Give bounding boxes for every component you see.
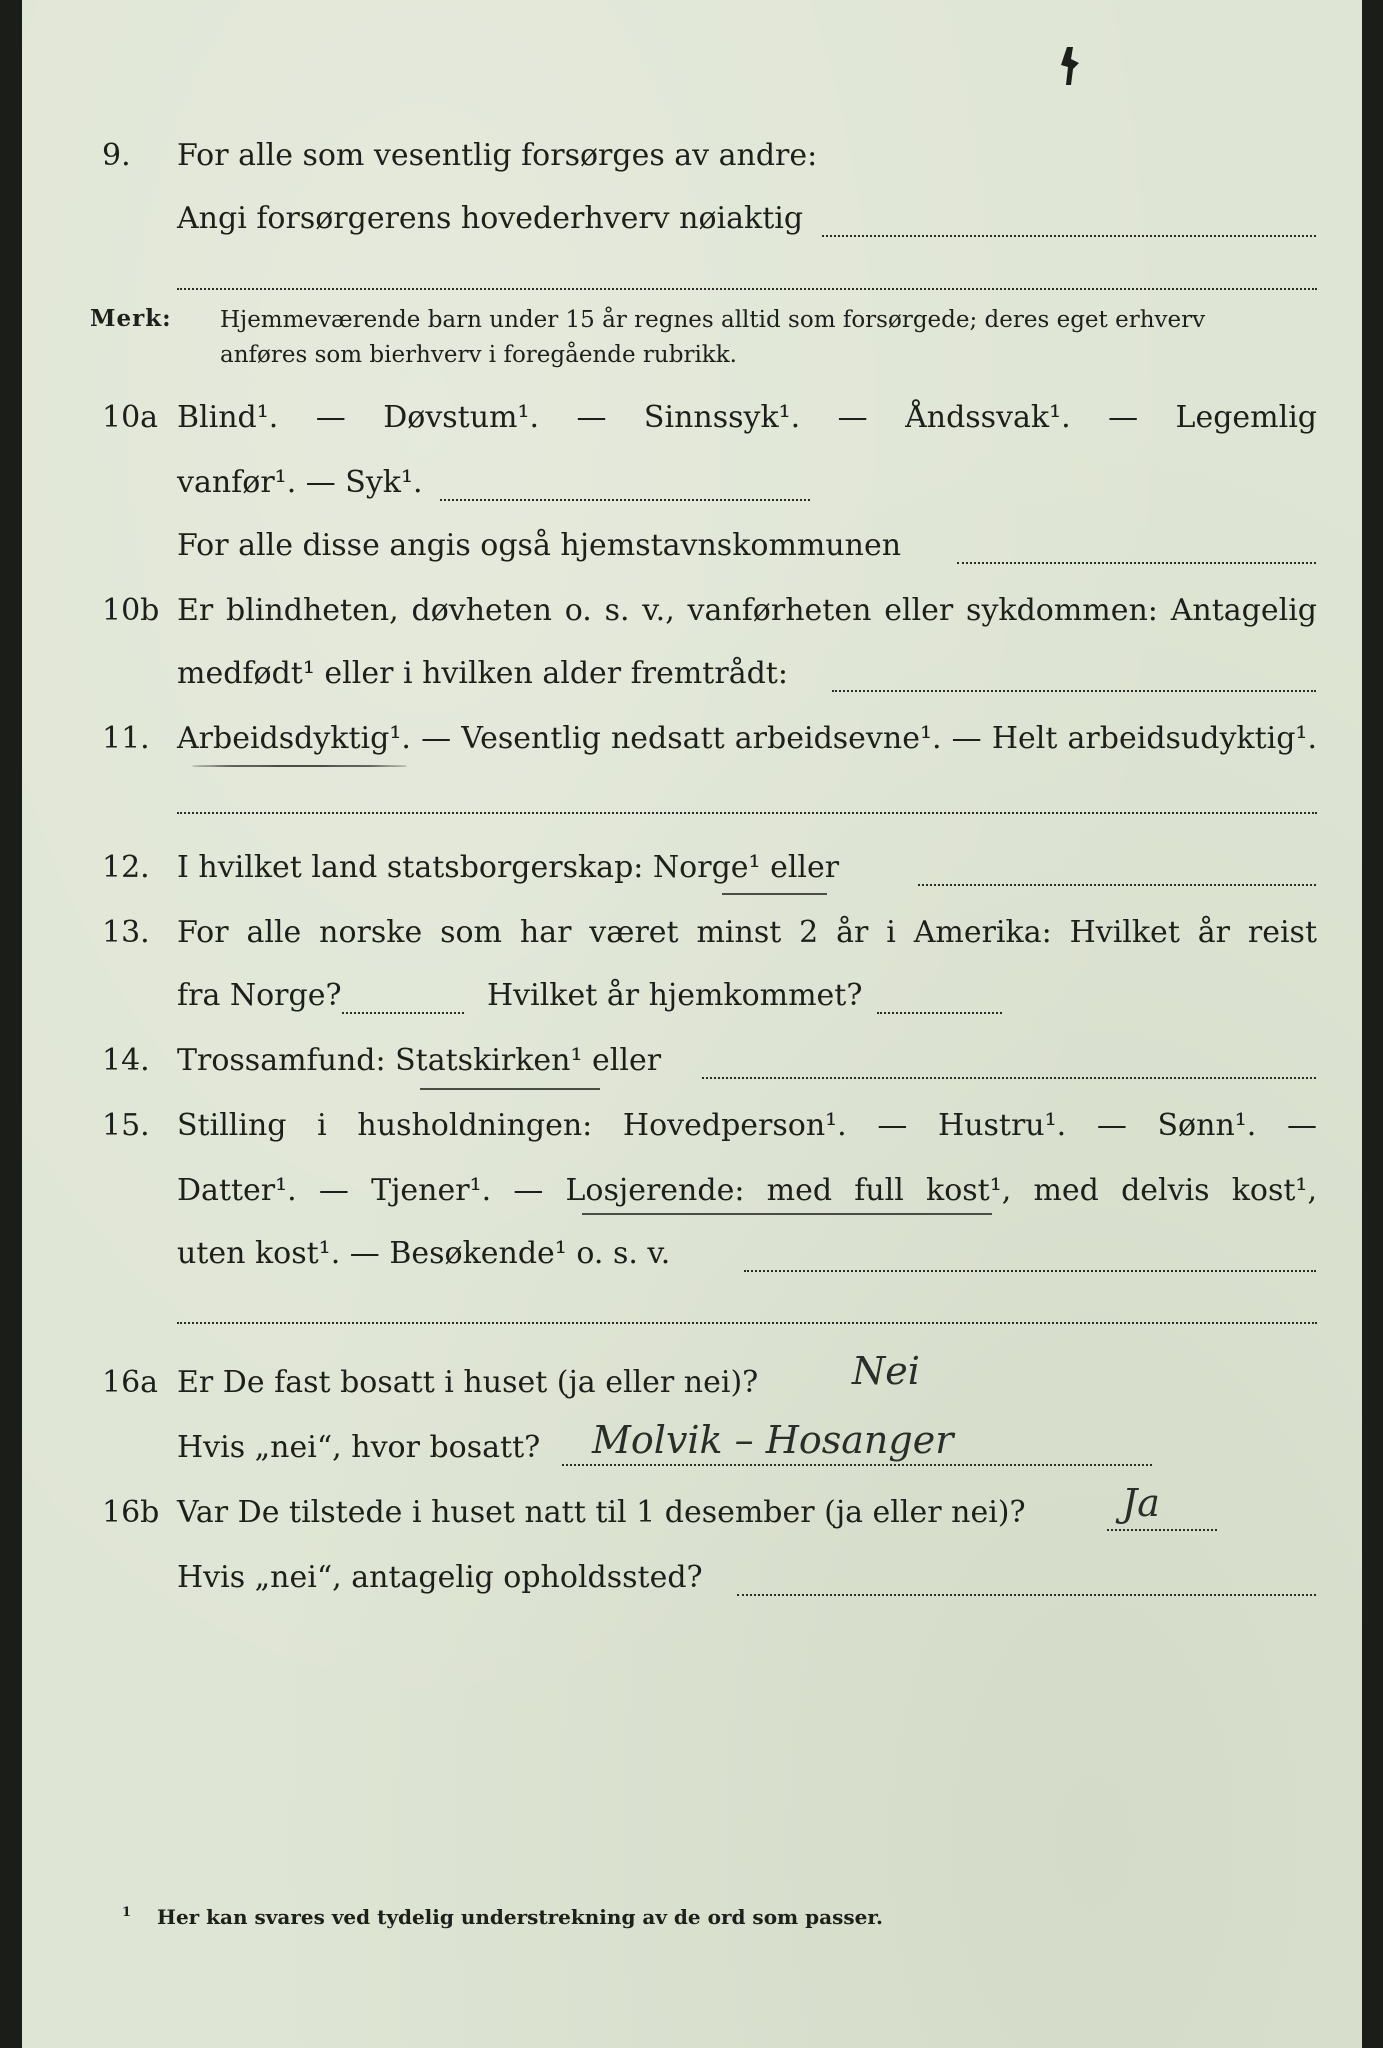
- question-11: [22, 713, 1362, 769]
- footnote: [122, 1905, 883, 1929]
- note-label: Merk:: [90, 305, 172, 332]
- question-number: 16a: [102, 1365, 159, 1400]
- question-12: [22, 842, 1362, 898]
- question-text: Er De fast bosatt i huset (ja eller nei)?: [177, 1365, 759, 1400]
- answer-line-whereabouts[interactable]: [737, 1594, 1316, 1596]
- question-10b: [22, 585, 1362, 641]
- question-16b: [22, 1481, 1362, 1543]
- question-15: [22, 1100, 1362, 1156]
- question-text: Angi forsørgerens hovederhverv nøiaktig: [177, 201, 804, 236]
- question-text: Er blindheten, døvheten o. s. v., vanførheten eller sykdommen: Antagelig: [177, 593, 1317, 628]
- handwritten-underline: [420, 1088, 600, 1090]
- question-9-line-2: [22, 193, 1362, 249]
- question-number: 10b: [102, 593, 160, 628]
- answer-line-age-onset[interactable]: [832, 690, 1316, 692]
- answer-line-home-municipality[interactable]: [957, 562, 1316, 564]
- question-10a-line-2: [22, 457, 1362, 513]
- answer-line-citizenship[interactable]: [918, 884, 1316, 886]
- footnote-mark: 1: [122, 1905, 132, 1921]
- question-number: 16b: [102, 1495, 160, 1530]
- question-text: Arbeidsdyktig¹. — Vesentlig nedsatt arbeidsevne¹. — Helt arbeidsudyktig¹.: [177, 721, 1317, 756]
- note-text: anføres som bierhverv i foregående rubrikk.: [220, 342, 737, 368]
- question-text: medfødt¹ eller i hvilken alder fremtrådt:: [177, 656, 788, 691]
- handwritten-answer-resident: Nei: [852, 1349, 920, 1393]
- answer-line-provider-occupation[interactable]: [822, 235, 1316, 237]
- question-13-line-2: [22, 970, 1362, 1026]
- question-16a: [22, 1349, 1362, 1413]
- question-text: vanfør¹. — Syk¹.: [177, 465, 423, 500]
- answer-line-blank[interactable]: [177, 288, 1317, 290]
- question-text: Hvis „nei“, hvor bosatt?: [177, 1430, 541, 1465]
- question-10a-line-3: [22, 520, 1362, 576]
- note-text: Hjemmeværende barn under 15 år regnes alltid som forsørgede; deres eget erhverv: [220, 307, 1206, 333]
- handwritten-answer-present: Ja: [1122, 1481, 1160, 1525]
- answer-line-blank[interactable]: [177, 812, 1317, 814]
- question-number: 14.: [102, 1043, 150, 1078]
- question-text: For alle norske som har været minst 2 år i Amerika: Hvilket år reist: [177, 915, 1317, 950]
- question-10a: [22, 392, 1362, 448]
- question-10b-line-2: [22, 648, 1362, 704]
- handwritten-underline: [192, 765, 407, 767]
- question-number: 12.: [102, 850, 150, 885]
- question-text: For alle som vesentlig forsørges av andre:: [177, 138, 818, 173]
- question-text: Hvilket år hjemkommet?: [487, 978, 863, 1013]
- question-text: Trossamfund: Statskirken¹ eller: [177, 1043, 662, 1078]
- question-text: Var De tilstede i huset natt til 1 desember (ja eller nei)?: [177, 1495, 1026, 1530]
- question-16a-line-2: [22, 1418, 1362, 1478]
- footnote-text: Her kan svares ved tydelig understrekning av de ord som passer.: [157, 1905, 884, 1929]
- answer-line-blank[interactable]: [177, 1322, 1317, 1324]
- question-text: fra Norge?: [177, 978, 342, 1013]
- question-number: 13.: [102, 915, 150, 950]
- answer-line-year-returned[interactable]: [877, 1012, 1002, 1014]
- question-16b-line-2: [22, 1552, 1362, 1608]
- question-9: [22, 130, 1362, 186]
- question-13: [22, 907, 1362, 963]
- answer-line-present[interactable]: [1107, 1529, 1217, 1531]
- question-text: Stilling i husholdningen: Hovedperson¹. — Hustru¹. — Sønn¹. —: [177, 1108, 1317, 1143]
- question-text: For alle disse angis også hjemstavnskommunen: [177, 528, 902, 563]
- question-text: Datter¹. — Tjener¹. — Losjerende: med full kost¹, med delvis kost¹,: [177, 1173, 1317, 1208]
- question-number: 15.: [102, 1108, 150, 1143]
- question-text: uten kost¹. — Besøkende¹ o. s. v.: [177, 1236, 671, 1271]
- question-number: 9.: [102, 138, 131, 173]
- corner-ink-mark-icon: [1057, 45, 1081, 87]
- question-number: 11.: [102, 721, 150, 756]
- answer-line-religion[interactable]: [702, 1077, 1316, 1079]
- handwritten-underline: [582, 1213, 992, 1215]
- answer-line-household-role[interactable]: [744, 1270, 1316, 1272]
- question-15-line-3: [22, 1228, 1362, 1284]
- question-14: [22, 1035, 1362, 1091]
- question-text: I hvilket land statsborgerskap: Norge¹ eller: [177, 850, 840, 885]
- question-text: Blind¹. — Døvstum¹. — Sinnssyk¹. — Åndssvak¹. — Legemlig: [177, 400, 1317, 435]
- handwritten-answer-residence: Molvik – Hosanger: [592, 1418, 954, 1462]
- answer-line-residence[interactable]: [562, 1464, 1152, 1466]
- census-form-page: [22, 0, 1362, 2048]
- answer-line-sick[interactable]: [440, 499, 810, 501]
- handwritten-underline: [722, 893, 827, 895]
- answer-line-year-left[interactable]: [342, 1012, 464, 1014]
- question-number: 10a: [102, 400, 159, 435]
- question-text: Hvis „nei“, antagelig opholdssted?: [177, 1560, 703, 1595]
